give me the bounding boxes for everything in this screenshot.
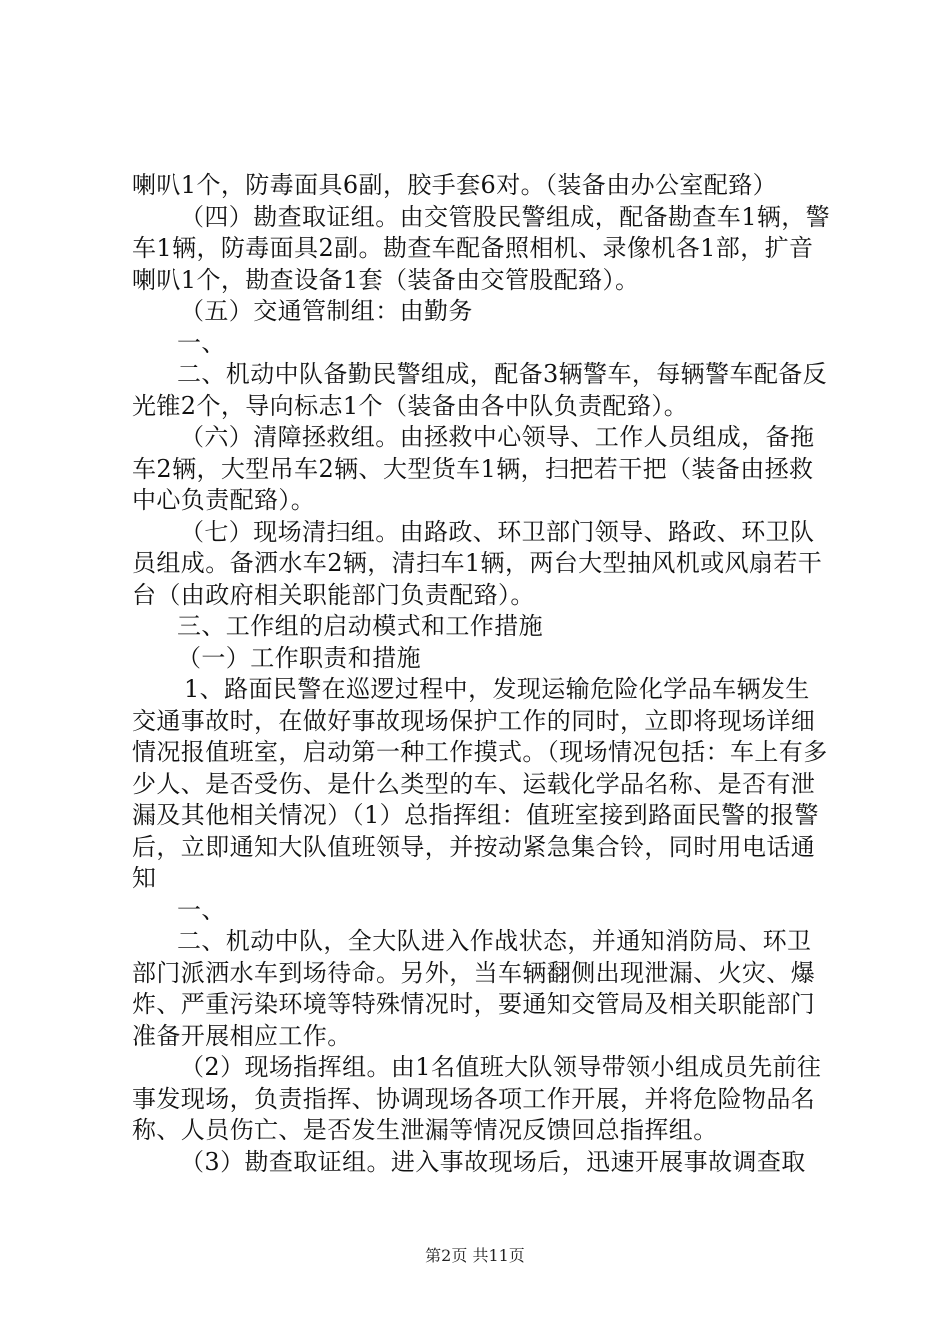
paragraph: 二、机动中队，全大队进入作战状态，并通知消防局、环卫部门派洒水车到场待命。另外，当车辆翻侧出现泄漏、火灾、爆炸、严重污染环境等特殊情况时，要通知交管局及相关职能部门准备开展相应工作。 (132, 927, 816, 1050)
paragraph: （六）清障拯救组。由拯救中心领导、工作人员组成，备拖车2辆，大型吊车2辆、大型货车1辆，扫把若干把（装备由拯救中心负责配臵）。 (132, 423, 815, 514)
body-text (132, 170, 832, 1178)
paragraph: （五）交通管制组：由勤务 (180, 297, 473, 325)
paragraph: 一、 (177, 895, 226, 924)
paragraph: （四）勘查取证组。由交管股民警组成，配备勘查车1辆，警车1辆，防毒面具2副。勘查车配备照相机、录像机各1部，扩音喇叭1个，勘查设备1套（装备由交管股配臵）。 (132, 202, 831, 294)
paragraph: 三、工作组的启动模式和工作措施 (177, 612, 543, 640)
page-footer: 第2页 共11页 (425, 1246, 525, 1265)
paragraph: 喇叭1个，防毒面具6副，胶手套6对。（装备由办公室配臵） (132, 171, 778, 199)
paragraph: 一、 (177, 328, 226, 357)
paragraph: （3）勘查取证组。进入事故现场后，迅速开展事故调查取 (180, 1147, 806, 1176)
paragraph: 二、机动中队备勤民警组成，配备3辆警车，每辆警车配备反光锥2个，导向标志1个（装备由各中队负责配臵）。 (132, 360, 828, 420)
paragraph: （2）现场指挥组。由1名值班大队领导带领小组成员先前往事发现场，负责指挥、协调现场各项工作开展，并将危险物品名称、人员伤亡、是否发生泄漏等情况反馈回总指挥组。 (132, 1053, 822, 1144)
paragraph: （七）现场清扫组。由路政、环卫部门领导、路政、环卫队员组成。备洒水车2辆，清扫车1辆，两台大型抽风机或风扇若干台（由政府相关职能部门负责配臵）。 (132, 517, 823, 609)
paragraph: （一）工作职责和措施 (177, 643, 421, 672)
paragraph: 1、路面民警在巡逻过程中，发现运输危险化学品车辆发生交通事故时，在做好事故现场保护工作的同时，立即将现场详细情况报值班室，启动第一种工作摸式。（现场情况包括：车上有多少人、是否受伤、是什么类型的车、运载化学品名称、是否有泄漏及其他相关情况）（1）总指挥组：值班室接到路面民警的报警后，立即通知大队值班领导，并按动紧急集合铃，同时用电话通知 (132, 675, 828, 892)
